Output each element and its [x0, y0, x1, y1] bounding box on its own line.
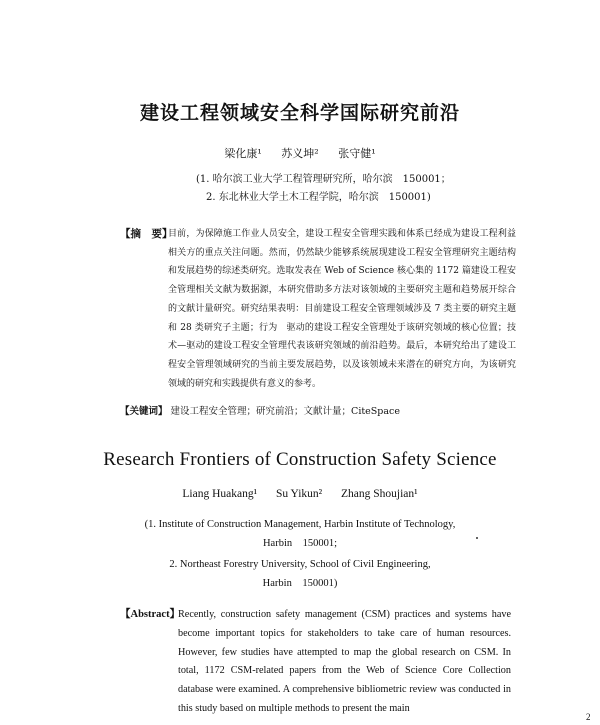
english-abstract-body: Recently, construction safety management (CSM) practices and systems have become important topics for stakeholders to take care of human resources. However, few studies have attempted to map the global research on CSM. In total, 1172 CSM-related papers from the Web of Science Core Collection database were examined. A comprehensive bibliometric review was conducted in this study based on multiple methods to present the main — [178, 609, 511, 714]
chinese-affiliation-2: 2. 东北林业大学土木工程学院，哈尔滨 150001) — [206, 192, 431, 203]
english-authors — [0, 488, 600, 500]
chinese-abstract-body: 目前，为保障施工作业人员安全，建设工程安全管理实践和体系已经成为建设工程利益相关方的重点关注问题。然而，仍然缺少能够系统展现建设工程安全管理研究主题结构和发展趋势的综述类研究。选取发表在 Web of Science 核心集的 1172 篇建设工程安全管理相关文献为数据源，本研究借助多方法对该领域的主要研究主题和趋势展开综合的文献计量研究。研究结果表明：目前建设工程安全管理领域涉及 7 类主要的研究主题和 28 类研究子主题；行为 驱动的建设工程安全管理处于该研究领域的核心位置；技术—驱动的建设工程安全管理代表该研究领域的前沿趋势。最后，本研究给出了建设工程安全管理领域研究的当前主要发展趋势，以及该领域未来潜在的研究方向，为该研究领域的研究和实践提供有意义的参考。 — [168, 229, 516, 389]
chinese-authors — [0, 145, 600, 161]
author-en-3: Zhang Shoujian¹ — [341, 488, 418, 500]
english-affiliation-2-city: Harbin 150001) — [262, 578, 338, 589]
author-en-2: Su Yikun² — [275, 488, 323, 500]
chinese-abstract-label: 【摘 要】 — [120, 228, 173, 240]
english-affiliation-1: (1. Institute of Construction Management, Harbin Institute of Technology, — [144, 519, 456, 530]
chinese-keywords-text: 建设工程安全管理；研究前沿；文献计量；CiteSpace — [170, 406, 400, 417]
scan-dot — [476, 537, 478, 539]
chinese-title: 建设工程领域安全科学国际研究前沿 — [139, 102, 460, 124]
page-number: 2 — [586, 712, 591, 722]
english-abstract-label: 【Abstract】 — [120, 609, 181, 620]
english-affiliation-2: 2. Northeast Forestry University, School of Civil Engineering, — [169, 559, 431, 570]
chinese-keywords — [120, 403, 400, 417]
chinese-keywords-label: 【关键词】 — [120, 406, 168, 417]
author-cn-2: 苏义坤² — [281, 147, 319, 160]
english-title: Research Frontiers of Construction Safety Science — [103, 449, 497, 470]
english-affiliation-1-city: Harbin 150001; — [262, 538, 338, 549]
author-cn-3: 张守健¹ — [338, 147, 376, 160]
chinese-affiliation-1: (1. 哈尔滨工业大学工程管理研究所，哈尔滨 150001； — [196, 174, 451, 185]
author-cn-1: 梁化康¹ — [224, 147, 262, 160]
author-en-1: Liang Huakang¹ — [182, 488, 258, 500]
